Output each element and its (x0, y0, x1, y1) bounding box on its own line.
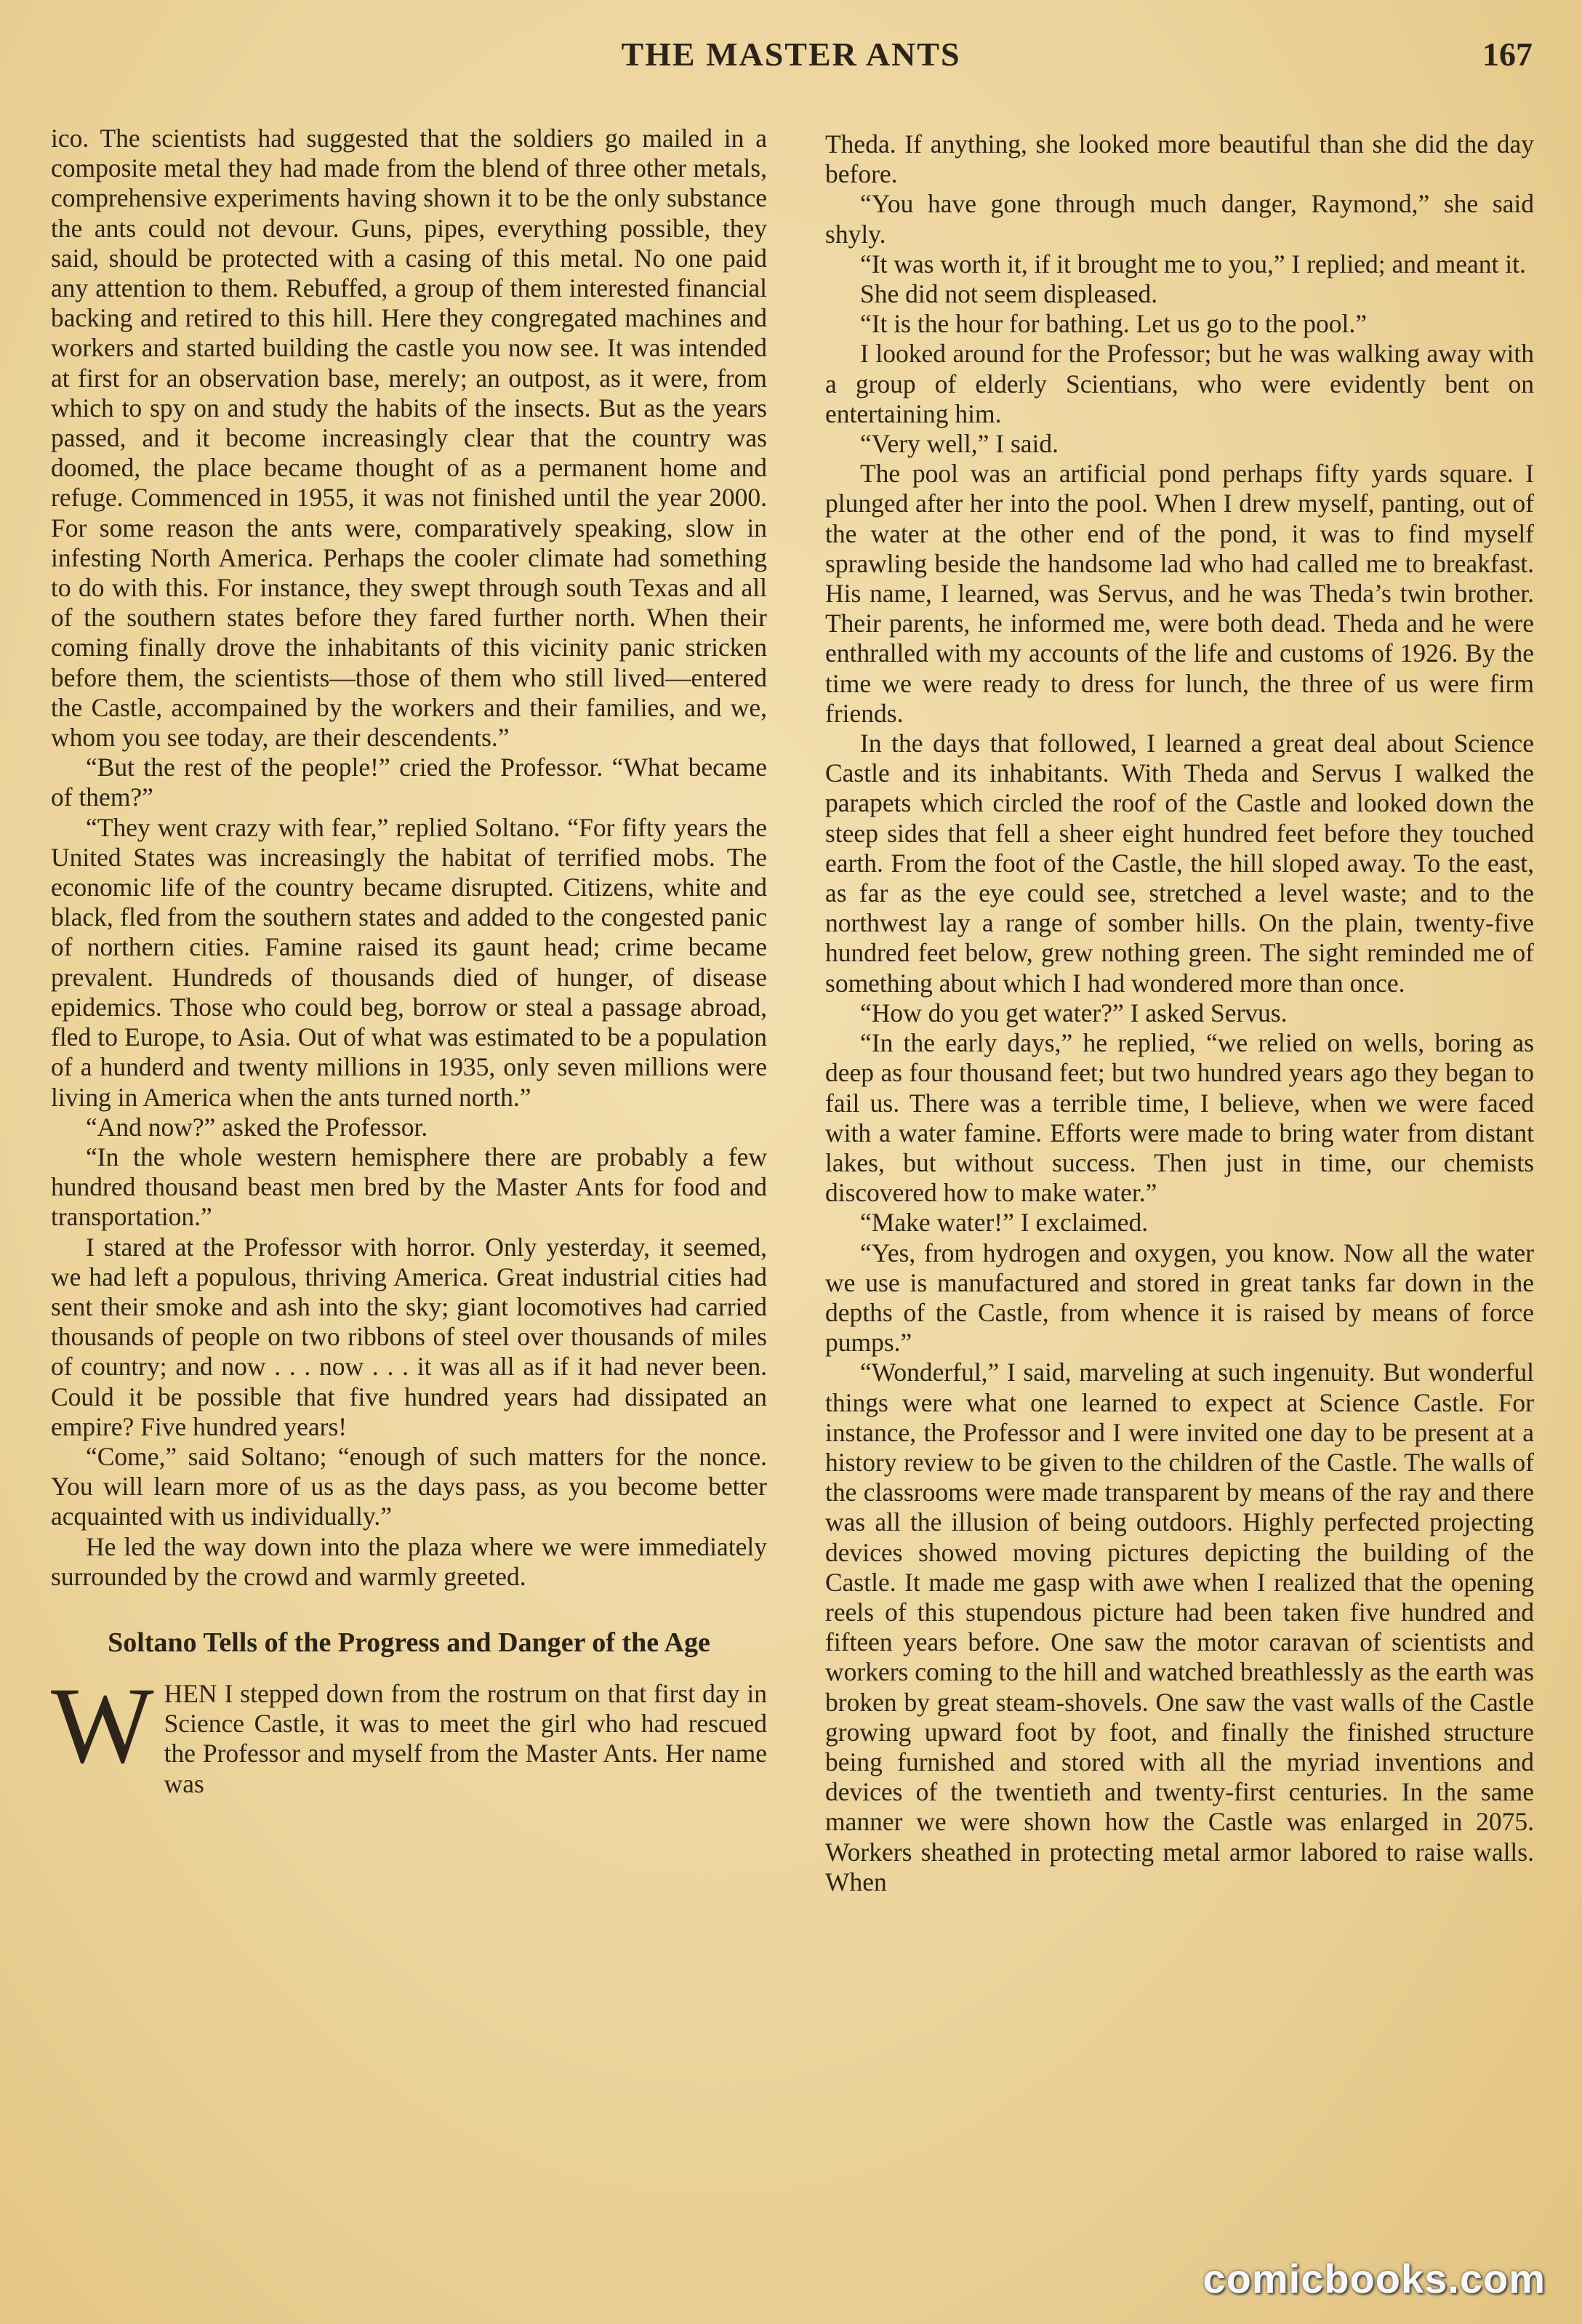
paragraph: “How do you get water?” I asked Servus. (860, 998, 1288, 1027)
drop-cap: W (51, 1664, 154, 1786)
paragraph: She did not seem displeased. (860, 279, 1158, 309)
paragraph: “In the early days,” he replied, “we relied on wells, boring as deep as four thousand feet; but two hundred years ago they began to fail us. There was a terrible time, I believe, when we were faced with a water famine. Efforts were made to bring water from distant lakes, but without success. Then just in time, our chemists discovered how to make water.” (825, 1028, 1534, 1208)
paragraph: “And now?” asked the Professor. (86, 1112, 428, 1142)
paragraph: “Make water!” I exclaimed. (860, 1208, 1149, 1238)
paragraph: “Wonderful,” I said, marveling at such ingenuity. But wonderful things were what one learned to expect at Science Castle. For instance, the Professor and I were invited one day to be present at a history review to be given to the children of the Castle. The walls of the classrooms were made transparent by means of the ray and there was all the illusion of being outdoors. Highly perfected projecting devices showed moving pictures depicting the building of the Castle. It made me gasp with awe when I realized that the opening reels of this stupendous picture had been taken five hundred and fifteen years before. One saw the motor caravan of scientists and workers coming to the hill and watched breathlessly as the earth was broken by great steam-shovels. One saw the vast walls of the Castle growing upward foot by foot, and finally the finished structure being furnished and stored with all the myriad inventions and devices of the twentieth and twenty-first centuries. In the same manner we were shown how the Castle was enlarged in 2075. Workers sheathed in protecting metal armor labored to raise walls. When (825, 1358, 1534, 1896)
paragraph: In the days that followed, I learned a great deal about Science Castle and its inhabitants. With Theda and Servus I walked the parapets which circled the roof of the Castle and looked down the steep sides that fell a sheer eight hundred feet before they touched earth. From the foot of the Castle, the hill sloped away. To the east, as far as the eye could see, stretched a level waste; and to the northwest lay a range of somber hills. On the plain, twenty-five hundred feet below, grew nothing green. The sight reminded me of something about which I had wondered more than once. (825, 729, 1534, 998)
paragraph: “They went crazy with fear,” replied Soltano. “For fifty years the United States was increasingly the habitat of terrified mobs. The economic life of the country became disrupted. Citizens, white and black, fled from the southern states and added to the congested panic of northern cities. Famine raised its gaunt head; crime became prevalent. Hundreds of thousands died of hunger, of disease epidemics. Those who could beg, borrow or steal a passage abroad, fled to Europe, to Asia. Out of what was estimated to be a population of a hunderd and twenty millions in 1935, only seven millions were living in America when the ants turned north.” (51, 812, 767, 1112)
section-subheading: Soltano Tells of the Progress and Danger of the Age (108, 1627, 710, 1658)
page-header (0, 35, 1582, 86)
paragraph: “In the whole western hemisphere there are probably a few hundred thousand beast men bred by the Master Ants for food and transportation.” (51, 1142, 767, 1232)
paragraph: “Come,” said Soltano; “enough of such matters for the nonce. You will learn more of us as the days pass, as you become better acquainted with us individually.” (51, 1441, 767, 1531)
paragraph: “But the rest of the people!” cried the Professor. “What became of them?” (51, 753, 767, 812)
watermark: comicbooks.com (1202, 2256, 1546, 2301)
paragraph: “Very well,” I said. (860, 429, 1059, 459)
dropcap-paragraph (51, 1664, 767, 1799)
paragraph: He led the way down into the plaza where we were immediately surrounded by the crowd and warmly greeted. (51, 1531, 767, 1591)
dropcap-paragraph-text: HEN I stepped down from the rostrum on that first day in Science Castle, it was to meet the girl who had rescued the Professor and myself from the Master Ants. Her name was (164, 1678, 767, 1798)
paragraph: “Yes, from hydrogen and oxygen, you know. Now all the water we use is manufactured and stored in great tanks far down in the depths of the Castle, from whence it is raised by means of force pumps.” (825, 1238, 1534, 1358)
paragraph: “It was worth it, if it brought me to you,” I replied; and meant it. (860, 249, 1526, 279)
paragraph: Theda. If anything, she looked more beautiful than she did the day before. (825, 129, 1534, 189)
paragraph: “You have gone through much danger, Raymond,” she said shyly. (825, 189, 1534, 249)
paragraph: “It is the hour for bathing. Let us go to the pool.” (860, 309, 1368, 339)
paragraph: The pool was an artificial pond perhaps fifty yards square. I plunged after her into the pool. When I drew myself, panting, out of the water at the other end of the pond, it was to find myself sprawling beside the handsome lad who had called me to breakfast. His name, I learned, was Servus, and he was Theda’s twin brother. Their parents, he informed me, were both dead. Theda and he were enthralled with my accounts of the life and customs of 1926. By the time we were ready to dress for lunch, the three of us were firm friends. (825, 459, 1534, 728)
paragraph: I looked around for the Professor; but he was walking away with a group of elderly Scientians, who were evidently bent on entertaining him. (825, 339, 1534, 428)
right-column (825, 129, 1534, 2253)
left-column (51, 124, 767, 2247)
running-title: THE MASTER ANTS (621, 36, 961, 73)
paragraph: ico. The scientists had suggested that the soldiers go mailed in a composite metal they had made from the blend of three other metals, comprehensive experiments having shown it to be the only substance the ants could not devour. Guns, pipes, everything possible, they said, should be protected with a casing of this metal. No one paid any attention to them. Rebuffed, a group of them interested financial backing and retired to this hill. Here they congregated machines and workers and started building the castle you now see. It was intended at first for an observation base, merely; an outpost, as it were, from which to spy on and study the habits of the insects. But as the years passed, and it become increasingly clear that the country was doomed, the place became thought of as a permanent home and refuge. Commenced in 1955, it was not finished until the year 2000. For some reason the ants were, comparatively speaking, slow in infesting North America. Perhaps the cooler climate had something to do with this. For instance, they swept through south Texas and all of the southern states before they fared further north. When their coming finally drove the inhabitants of this vicinity panic stricken before them, the scientists—those of them who still lived—entered the Castle, accompained by the workers and their families, and we, whom you see today, are their descendents.” (51, 124, 767, 753)
paragraph: I stared at the Professor with horror. Only yesterday, it seemed, we had left a populous, thriving America. Great industrial cities had sent their smoke and ash into the sky; giant locomotives had carried thousands of people on two ribbons of steel over thousands of miles of country; and now . . . now . . . it was all as if it had never been. Could it be possible that five hundred years had dissipated an empire? Five hundred years! (51, 1232, 767, 1441)
page-number: 167 (1482, 36, 1533, 73)
